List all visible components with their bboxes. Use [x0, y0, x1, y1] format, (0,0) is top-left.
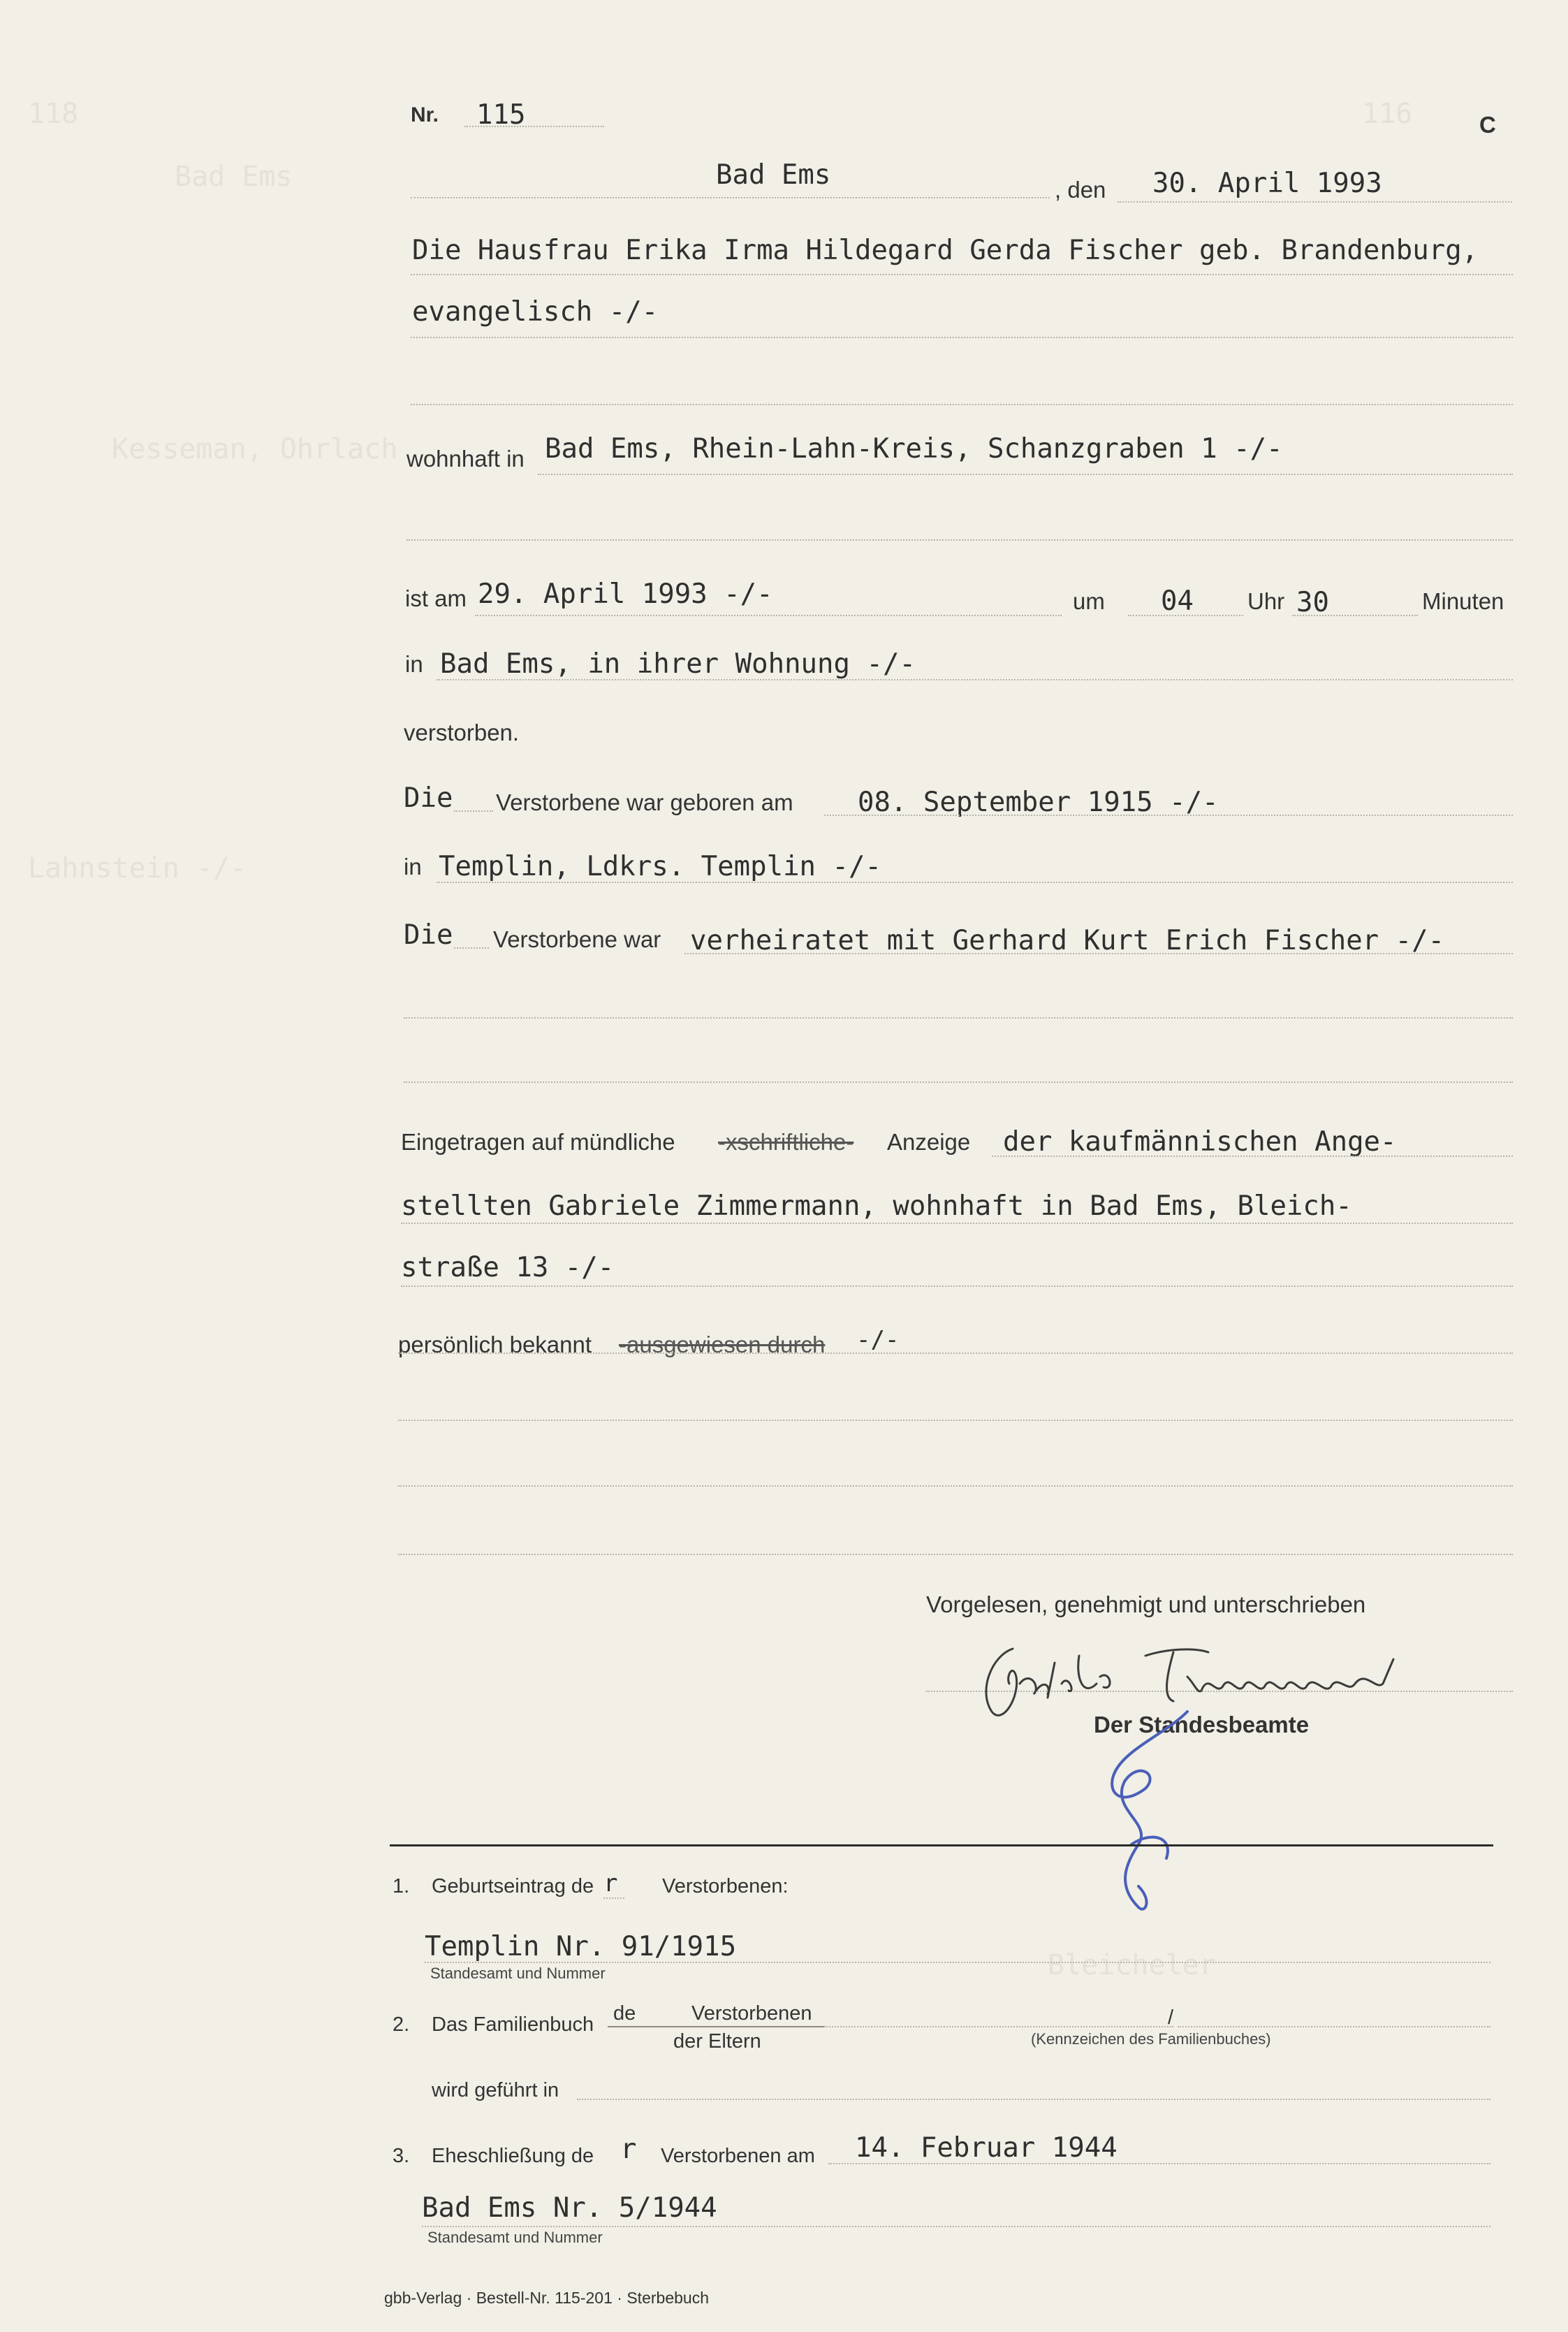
dotted-line [398, 1353, 1513, 1354]
standesbeamte-label: Der Standesbeamte [1094, 1712, 1310, 1737]
dotted-line [398, 1420, 1513, 1421]
dotted-line [603, 1897, 624, 1899]
note-2-de: de [613, 2002, 636, 2025]
footer-order: Bestell-Nr. 115-201 [476, 2289, 613, 2307]
dotted-line [608, 2026, 824, 2027]
note-3-handwritten: r [620, 2134, 637, 2165]
note-3-date: 14. Februar 1944 [855, 2132, 1118, 2164]
gefuehrt-label: wird geführt in [432, 2079, 559, 2101]
struck-option [718, 1129, 853, 1156]
note-1-label-b: Verstorbenen: [662, 1875, 789, 1897]
birth-date: 08. September 1915 -/- [858, 787, 1219, 818]
dotted-line [454, 947, 489, 949]
dotted-line [425, 1962, 1490, 1963]
dotted-line [1128, 615, 1243, 616]
dotted-line [1292, 615, 1418, 616]
dotted-line [437, 882, 1513, 883]
standesamt-label-2: Standesamt und Nummer [427, 2229, 603, 2246]
note-3-value: Bad Ems Nr. 5/1944 [422, 2192, 717, 2224]
vorgelesen-label: Vorgelesen, genehmigt und unterschrieben [926, 1591, 1366, 1617]
marital-status: verheiratet mit Gerhard Kurt Erich Fischer -/- [690, 925, 1445, 956]
informant-line-1: der kaufmännischen Ange- [1003, 1126, 1397, 1158]
bekannt-mark: -/- [856, 1326, 900, 1354]
dotted-line [475, 615, 1062, 616]
dotted-line [1178, 2026, 1490, 2027]
registry-place: Bad Ems [716, 159, 831, 191]
section-divider [390, 1844, 1493, 1846]
struck-option-text: -xschriftliche- [718, 1129, 854, 1155]
dotted-line [992, 1156, 1513, 1157]
dotted-line [411, 274, 1513, 275]
person-line-2: evangelisch -/- [412, 296, 659, 328]
footer-sep: · [617, 2289, 622, 2307]
verstorben-label: verstorben. [404, 720, 520, 745]
footer-publisher: gbb-Verlag [384, 2289, 462, 2307]
residence-value: Bad Ems, Rhein-Lahn-Kreis, Schanzgraben 1 -/- [545, 433, 1283, 465]
residence-label: wohnhaft in [406, 446, 525, 472]
geboren-label: Verstorbene war geboren am [496, 789, 793, 815]
bleed-through-text: Kesseman, Ohrlach [112, 433, 398, 465]
dotted-line [422, 2226, 1490, 2227]
note-1-number: 1. [393, 1875, 410, 1897]
den-label: , den [1055, 177, 1106, 203]
in-label: in [405, 651, 423, 677]
dotted-line [411, 337, 1513, 338]
note-2-label: Das Familienbuch [432, 2013, 594, 2036]
entry-number: 115 [476, 99, 526, 131]
dotted-line [1118, 201, 1512, 203]
struck-option-2-text: -ausgewiesen durch [619, 1332, 826, 1357]
note-2-number: 2. [393, 2013, 410, 2036]
kennzeichen-label: (Kennzeichen des Familienbuches) [1031, 2030, 1271, 2048]
dotted-line [411, 197, 1050, 198]
death-date: 29. April 1993 -/- [478, 578, 773, 610]
dotted-line [406, 539, 1513, 541]
dotted-line [398, 1485, 1513, 1487]
dotted-line [404, 1081, 1513, 1083]
bekannt-label: persönlich bekannt [398, 1332, 592, 1357]
person-line-1: Die Hausfrau Erika Irma Hildegard Gerda Fischer geb. Brandenburg, [412, 235, 1479, 266]
footer [384, 2289, 709, 2308]
dotted-line [454, 810, 493, 812]
bleed-through-text: Bad Ems [175, 161, 293, 193]
note-2-slash: / [1168, 2006, 1174, 2029]
note-2-option-verstorbenen: Verstorbenen [691, 2002, 812, 2025]
dotted-line [411, 404, 1513, 405]
dotted-line [437, 679, 1513, 680]
dotted-line [401, 1223, 1513, 1224]
death-hour: 04 [1161, 585, 1194, 617]
dotted-line [824, 815, 1513, 816]
footer-type: Sterbebuch [627, 2289, 709, 2307]
bleed-through-text: Bleicheler [1048, 1949, 1216, 1981]
registry-date: 30. April 1993 [1152, 168, 1382, 199]
dotted-line [828, 2163, 1490, 2164]
anzeige-label: Anzeige [887, 1129, 971, 1155]
bleed-through-text: 116 [1362, 98, 1413, 130]
dotted-line [684, 953, 1513, 954]
minuten-label: Minuten [1422, 588, 1504, 614]
note-1-handwritten: r [603, 1870, 618, 1897]
eingetragen-label: Eingetragen auf mündliche [401, 1129, 675, 1155]
marital-article: Die [404, 919, 453, 951]
death-place: Bad Ems, in ihrer Wohnung -/- [440, 648, 916, 680]
ist-am-label: ist am [405, 585, 467, 611]
dotted-line [464, 126, 604, 127]
note-1-label-a: Geburtseintrag de [432, 1875, 594, 1897]
birth-in-label: in [404, 854, 422, 880]
note-3-number: 3. [393, 2145, 410, 2167]
standesamt-label: Standesamt und Nummer [430, 1965, 606, 1982]
corner-letter: C [1479, 112, 1496, 138]
bleed-through-text: Lahnstein -/- [28, 852, 247, 884]
dotted-line [538, 474, 1513, 475]
informant-line-2: stellten Gabriele Zimmermann, wohnhaft in Bad Ems, Bleich- [401, 1190, 1352, 1222]
bleed-through-text: 118 [28, 98, 79, 130]
birth-article: Die [404, 782, 453, 814]
note-3-label-a: Eheschließung de [432, 2145, 594, 2167]
note-2-option-eltern: der Eltern [673, 2030, 761, 2053]
dotted-line [824, 2026, 1173, 2027]
note-3-label-b: Verstorbenen am [661, 2145, 815, 2167]
informant-line-3: straße 13 -/- [401, 1252, 615, 1283]
uhr-label: Uhr [1247, 588, 1285, 614]
dotted-line [577, 2099, 1490, 2100]
dotted-line [398, 1554, 1513, 1555]
footer-sep: · [466, 2289, 472, 2307]
birth-place: Templin, Ldkrs. Templin -/- [439, 851, 881, 882]
note-1-value: Templin Nr. 91/1915 [425, 1931, 737, 1962]
dotted-line [401, 1285, 1513, 1287]
um-label: um [1073, 588, 1105, 614]
death-minutes: 30 [1296, 587, 1329, 618]
nr-label: Nr. [411, 103, 439, 126]
registrar-signature [1090, 1705, 1215, 1928]
verstorbene-war-label: Verstorbene war [493, 926, 661, 952]
struck-option-2 [619, 1332, 825, 1358]
dotted-line [404, 1017, 1513, 1019]
